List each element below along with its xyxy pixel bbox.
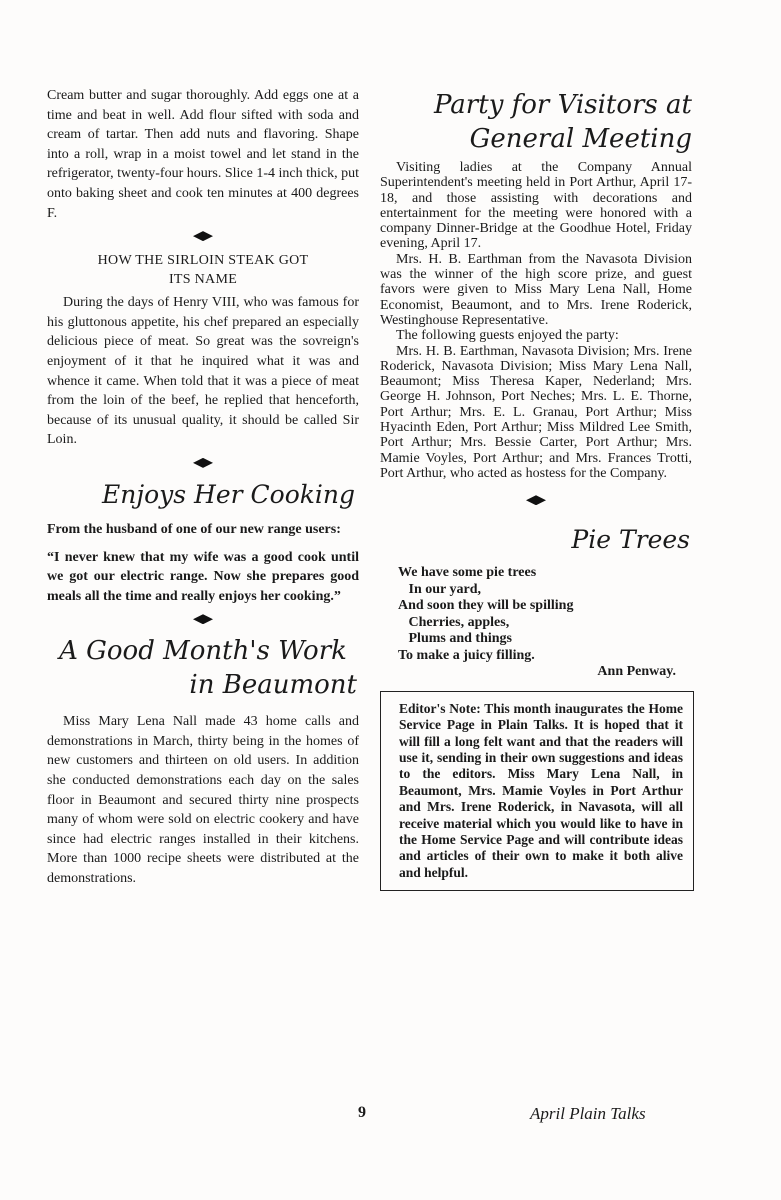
diamond-divider-icon bbox=[193, 614, 213, 624]
editor-note: Editor's Note: This month inaugurates the Home Service Page in Plain Talks. It is hoped that it will fill a long felt want and that the readers will use it, sending in their own suggestions and ideas to the editors. Miss Mary Lena Nall, in Beaumont, Mrs. Mamie Voyles in Port Arthur and Mrs. Irene Roderick, in Navasota, will all receive material which you would like to have in the Home Service Page and will contribute ideas and articles of their own to make it both alive and helpful. bbox=[399, 700, 683, 880]
cooking-intro: From the husband of one of our new range users: bbox=[47, 521, 341, 537]
poem-line: To make a juicy filling. bbox=[398, 647, 535, 663]
pie-trees-title: Pie Trees bbox=[571, 525, 690, 555]
poem-author: Ann Penway. bbox=[597, 664, 676, 680]
poem-line: And soon they will be spilling bbox=[398, 598, 574, 614]
sirloin-body: During the days of Henry VIII, who was famous for his gluttonous appetite, his chef prepared an especially delicious piece of meat. So great was the sovreign's enjoyment of it that he inquired what it was and whence it came. When told that it was a piece of meat from the loin of the beef, he replied that henceforth, because of its unusual quality, it should be called Sir Loin. bbox=[47, 295, 359, 448]
party-paragraph-1: Visiting ladies at the Company Annual Superintendent's meeting held in Port Arthur, April 17-18, and those assisting with decorations and entertainment for the meeting were honored with a company Dinner-Bridge at the Goodhue Hotel, Friday evening, April 17. bbox=[380, 160, 692, 252]
month-body: Miss Mary Lena Nall made 43 home calls and demonstrations in March, thirty being in the homes of new customers and thirteen on old users. In addition she conducted demonstrations each day on the sales floor in Beaumont and secured thirty nine prospects many of whom were sold on electric cookery and have since had electric ranges installed in their kitchens. More than 1000 recipe sheets were distributed at the demonstrations. bbox=[47, 714, 359, 887]
party-paragraph-2: Mrs. H. B. Earthman from the Navasota Division was the winner of the high score prize, and guest favors were given to Miss Mary Lena Nall, Home Economist, Beaumont, and to Mrs. Irene Roderick, Westinghouse Representative. bbox=[380, 251, 692, 328]
page-number: 9 bbox=[358, 1104, 366, 1121]
party-paragraph-3: The following guests enjoyed the party: bbox=[396, 328, 619, 344]
recipe-instructions: Cream butter and sugar thoroughly. Add eggs one at a time and beat in well. Add flour sifted with soda and cream of tartar. Then add nuts and flavoring. Shape into a roll, wrap in a moist towel and let stand in the refrigerator, twenty-four hours. Slice 1-4 inch thick, put onto baking sheet and cook ten minutes at 400 degrees F. bbox=[47, 88, 360, 221]
sirloin-heading-line1: HOW THE SIRLOIN STEAK GOT bbox=[97, 253, 309, 269]
sirloin-heading bbox=[47, 251, 359, 289]
party-guest-list: Mrs. H. B. Earthman, Navasota Division; Mrs. Irene Roderick, Navasota Division; Miss Mary Lena Nall, Beaumont; Miss Theresa Kaper, Nederland; Mrs. George H. Johnson, Port Neches; Mrs. L. E. Thorne, Port Arthur; Mrs. E. L. Granau, Port Arthur; Miss Hyacinth Eden, Port Arthur; Miss Mildred Lee Smith, Port Arthur; Mrs. Bessie Carter, Port Arthur; Mrs. Mamie Voyles, Port Arthur; and Mrs. Frances Trotti, Port Arthur, who acted as hostess for the Company. bbox=[380, 343, 692, 481]
diamond-divider-icon bbox=[193, 458, 213, 468]
diamond-divider-icon bbox=[526, 495, 546, 505]
cooking-quote: “I never knew that my wife was a good cook until we got our electric range. Now she prepares good meals all the time and really enjoys her cooking.” bbox=[47, 549, 359, 604]
poem-line: We have some pie trees bbox=[398, 565, 537, 581]
month-title-line2: in Beaumont bbox=[189, 670, 357, 701]
left-column bbox=[47, 86, 359, 889]
poem-line: Plums and things bbox=[398, 631, 512, 647]
diamond-divider-icon bbox=[193, 231, 213, 241]
party-title bbox=[380, 88, 692, 156]
publication-name: April Plain Talks bbox=[530, 1104, 646, 1123]
pie-trees-poem bbox=[380, 565, 692, 681]
poem-line: In our yard, bbox=[398, 581, 481, 597]
month-title-line1: A Good Month's Work bbox=[59, 636, 347, 667]
editor-note-box bbox=[380, 691, 694, 891]
right-column bbox=[380, 88, 692, 891]
month-title bbox=[47, 634, 359, 702]
sirloin-heading-line2: ITS NAME bbox=[168, 272, 238, 288]
party-title-line1: Party for Visitors at bbox=[433, 90, 692, 120]
cooking-title: Enjoys Her Cooking bbox=[101, 479, 355, 509]
party-title-line2: General Meeting bbox=[469, 124, 692, 154]
poem-line: Cherries, apples, bbox=[398, 614, 510, 630]
